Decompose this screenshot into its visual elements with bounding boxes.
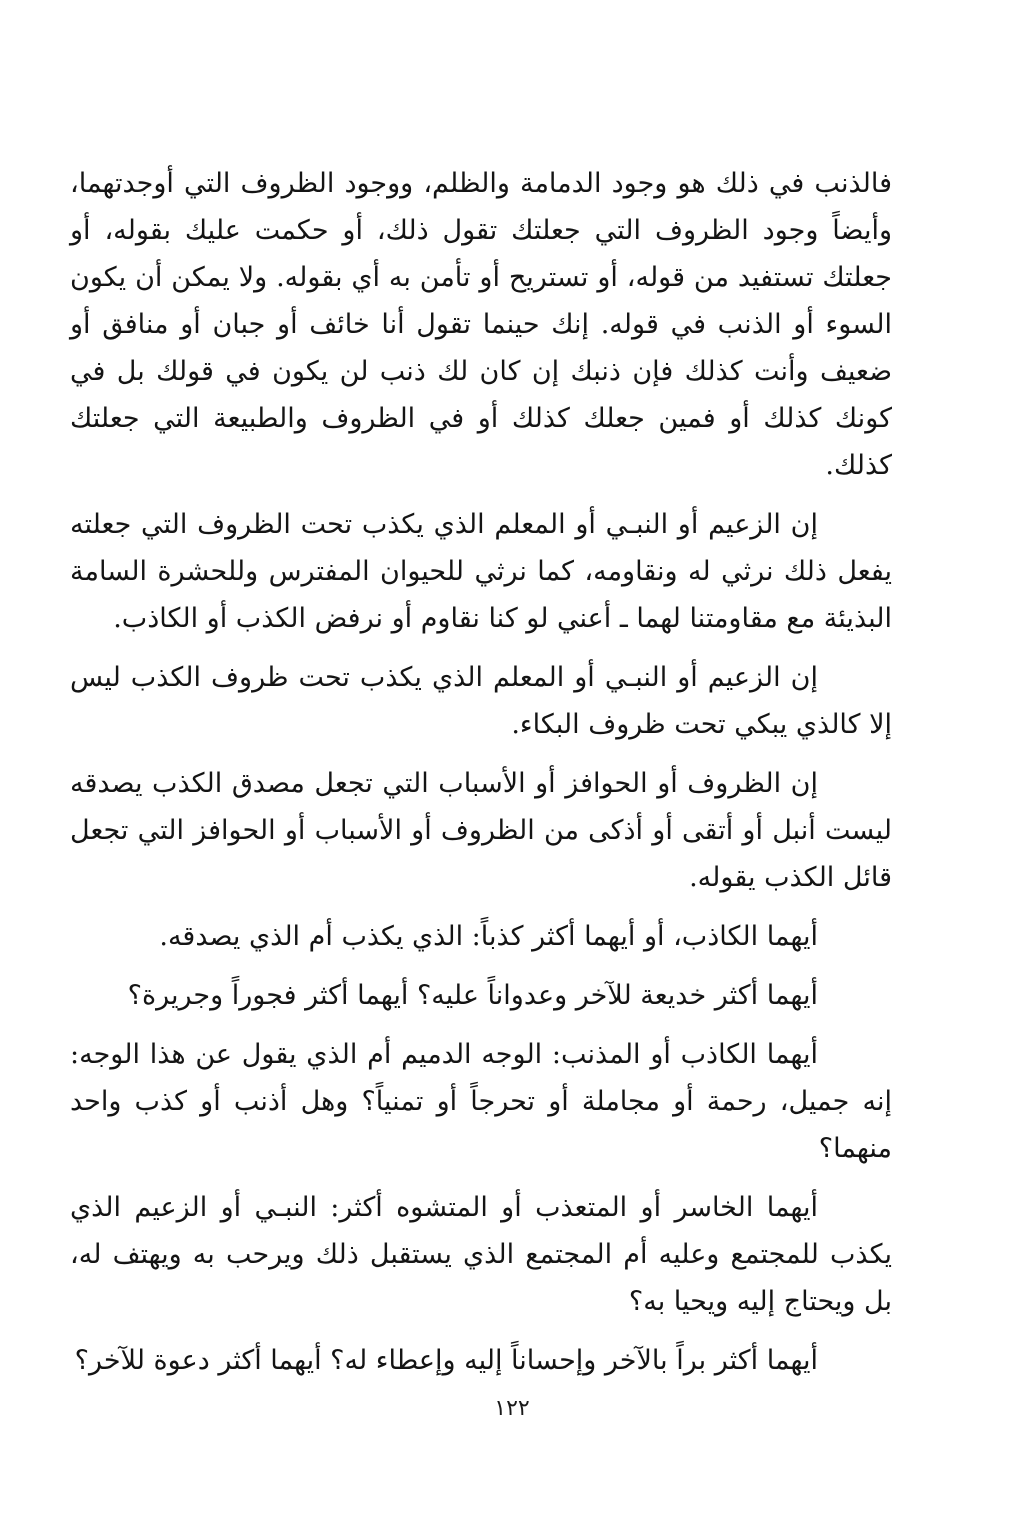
paragraph-question-ugly-face: أيهما الكاذب أو المذنب: الوجه الدميم أم الذي يقول عن هذا الوجه: إنه جميل، رحمة أو مجاملة أو تحرجاً أو تمنياً؟ وهل أذنب أو كذب واحد منهما؟ — [70, 1039, 892, 1164]
page-body — [70, 160, 892, 1450]
paragraph-question-who-lies: أيهما الكاذب، أو أيهما أكثر كذباً: الذي يكذب أم الذي يصدقه. — [159, 921, 818, 952]
page-number: ١٢٢ — [494, 1396, 530, 1421]
paragraph-lying-like-crying: إن الزعيم أو النبـي أو المعلم الذي يكذب تحت ظروف الكذب ليس إلا كالذي يبكي تحت ظروف البكاء. — [70, 662, 892, 740]
paragraph-guilt-of-circumstances: فالذنب في ذلك هو وجود الدمامة والظلم، ووجود الظروف التي أوجدتهما، وأيضاً وجود الظروف التي جعلتك تقول ذلك، أو حكمت عليك بقوله، أو جعلتك تستفيد من قوله، أو تستريح أو تأمن به أي بقوله. ولا يمكن أن يكون السوء أو الذنب في قوله. إنك حينما تقول أنا خائف أو جبان أو منافق أو ضعيف وأنت كذلك فإن ذنبك إن كان لك ذنب لن يكون في قولك بل في كونك كذلك أو فمين جعلك كذلك أو في الظروف والطبيعة التي جعلتك كذلك. — [70, 168, 892, 481]
paragraph-believer-of-lies: إن الظروف أو الحوافز أو الأسباب التي تجعل مصدق الكذب يصدقه ليست أنبل أو أتقى أو أذكى من الظروف أو الأسباب أو الحوافز التي تجعل قائل الكذب يقوله. — [70, 768, 892, 893]
paragraph-question-deception: أيهما أكثر خديعة للآخر وعدواناً عليه؟ أيهما أكثر فجوراً وجريرة؟ — [127, 980, 818, 1011]
paragraph-lying-leader: إن الزعيم أو النبـي أو المعلم الذي يكذب تحت الظروف التي جعلته يفعل ذلك نرثي له ونقاومه، كما نرثي للحيوان المفترس وللحشرة السامة البذيئة مع مقاومتنا لهما ـ أعني لو كنا نقاوم أو نرفض الكذب أو الكاذب. — [70, 509, 892, 634]
paragraph-question-kindness: أيهما أكثر براً بالآخر وإحساناً إليه وإعطاء له؟ أيهما أكثر دعوة للآخر؟ — [74, 1345, 818, 1376]
paragraph-question-loser: أيهما الخاسر أو المتعذب أو المتشوه أكثر: النبـي أو الزعيم الذي يكذب للمجتمع وعليه أم المجتمع الذي يستقبل ذلك ويرحب به ويهتف له، بل ويحتاج إليه ويحيا به؟ — [70, 1192, 892, 1317]
